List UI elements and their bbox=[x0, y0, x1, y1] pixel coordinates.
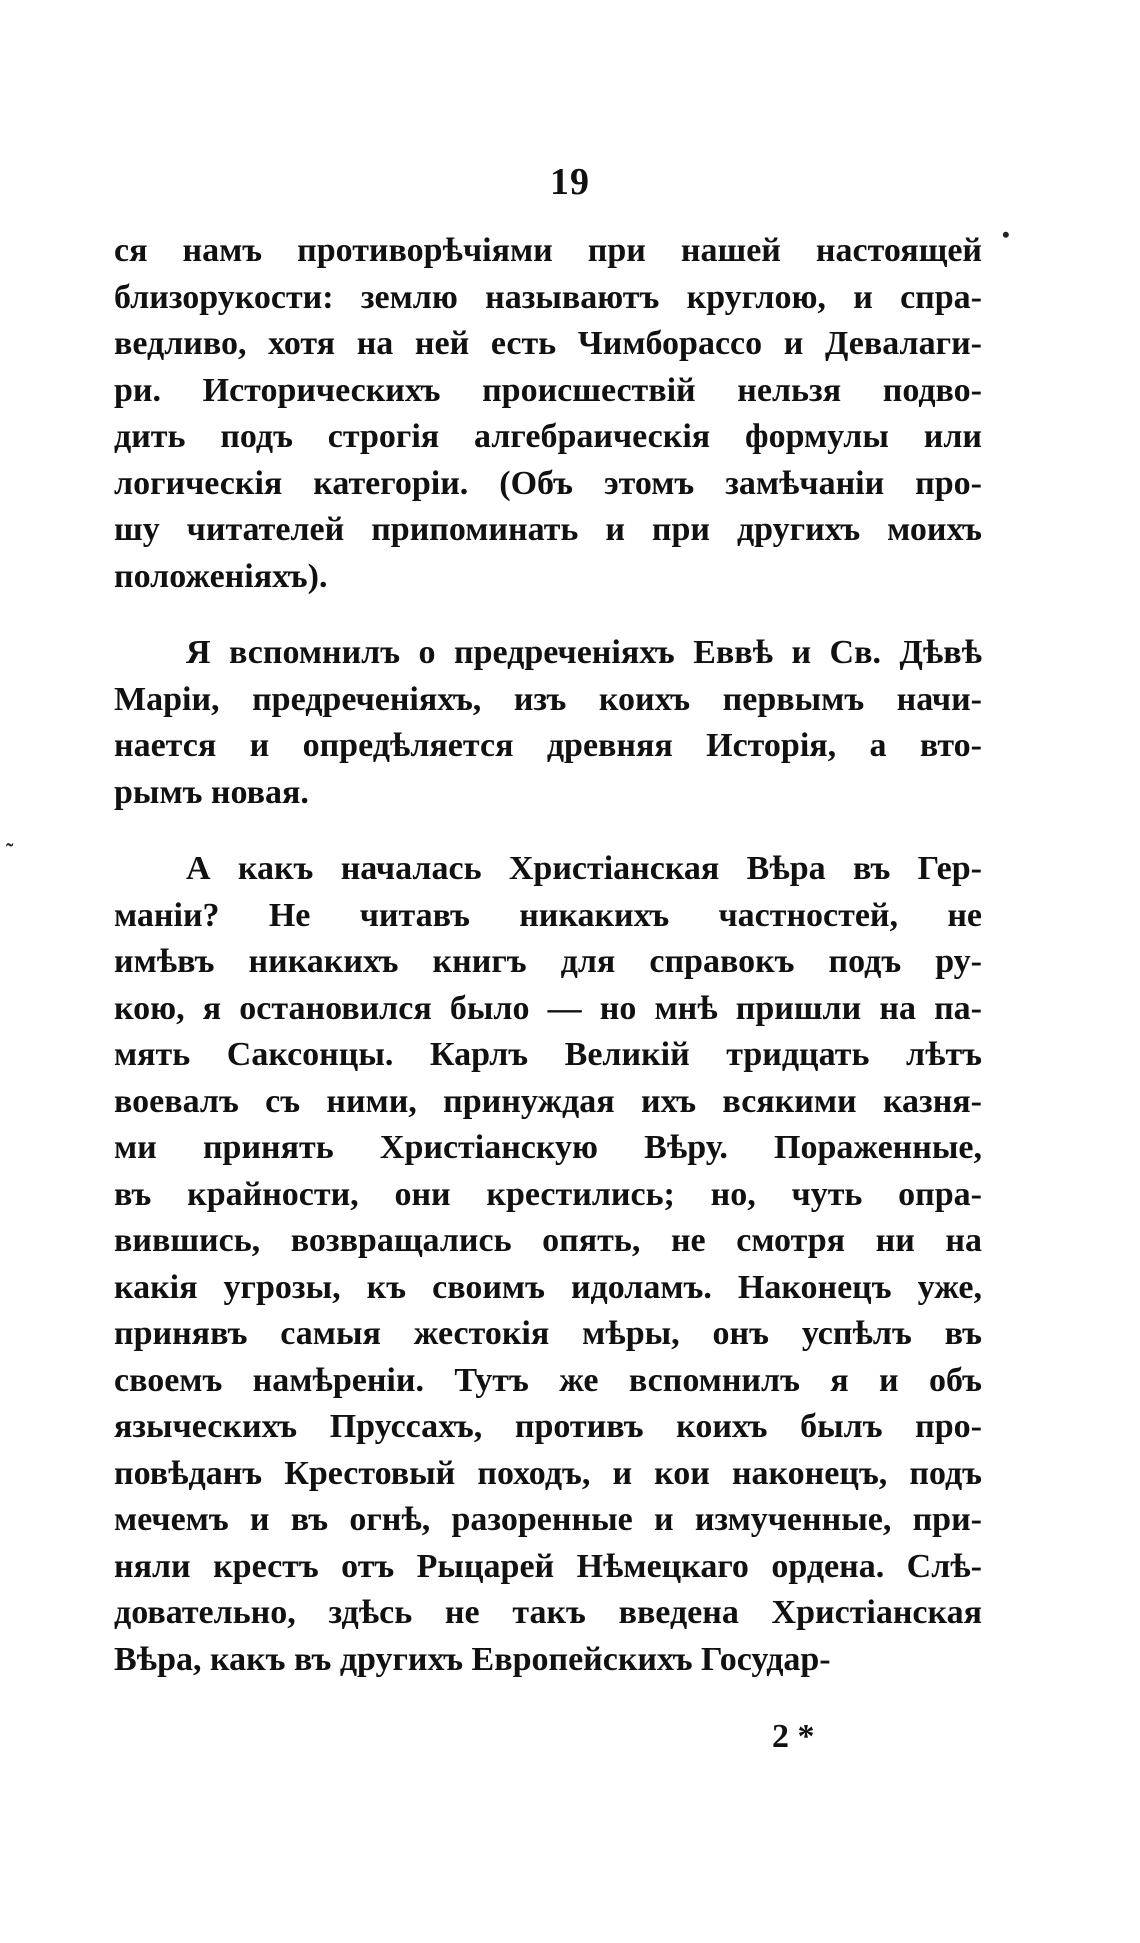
text-line: языческихъ Пруссахъ, противъ коихъ былъ про- bbox=[114, 1408, 982, 1445]
text-line: вившись, возвращались опять, не смотря ни на bbox=[114, 1222, 982, 1259]
text-line: положеніяхъ). bbox=[114, 557, 328, 595]
text-line: кою, я остановился было — но мнѣ пришли на па- bbox=[114, 989, 982, 1027]
paragraph-gap bbox=[114, 816, 982, 846]
text-line: маніи? Не читавъ никакихъ частностей, не bbox=[114, 896, 982, 934]
text-line: принявъ самыя жестокія мѣры, онъ успѣлъ въ bbox=[114, 1315, 982, 1352]
signature-mark: 2 * bbox=[772, 1718, 815, 1755]
text-line: ми принять Христіанскую Вѣру. Пораженные, bbox=[114, 1129, 982, 1166]
text-line: няли крестъ отъ Рыцарей Нѣмецкаго ордена. Слѣ- bbox=[114, 1547, 982, 1585]
text-line: мять Саксонцы. Карлъ Великій тридцать лѣтъ bbox=[114, 1036, 982, 1073]
page-number: 19 bbox=[550, 161, 590, 203]
text-line: Вѣра, какъ въ другихъ Европейскихъ Государ- bbox=[114, 1640, 831, 1678]
text-line: Маріи, предреченіяхъ, изъ коихъ первымъ начи- bbox=[114, 680, 982, 718]
paragraph bbox=[114, 228, 982, 600]
text-line: нается и опредѣляется древняя Исторія, а вто- bbox=[114, 727, 982, 764]
text-line: ведливо, хотя на ней есть Чимборассо и Девалаги- bbox=[114, 325, 982, 362]
text-line: мечемъ и въ огнѣ, разоренные и измученные, при- bbox=[114, 1501, 982, 1538]
paragraph-gap bbox=[114, 600, 982, 630]
text-line: логическія категоріи. (Объ этомъ замѣчаніи про- bbox=[114, 464, 982, 502]
margin-mark-dot: • bbox=[1002, 222, 1010, 247]
paragraph bbox=[114, 846, 982, 1683]
text-line: своемъ намѣреніи. Тутъ же вспомнилъ я и объ bbox=[114, 1361, 982, 1399]
text-line: А какъ началась Христіанская Вѣра въ Гер- bbox=[186, 850, 982, 887]
text-line: имѣвъ никакихъ книгъ для справокъ подъ ру- bbox=[114, 943, 982, 980]
text-line: дить подъ строгія алгебраическія формулы или bbox=[114, 418, 982, 455]
text-line: довательно, здѣсь не такъ введена Христіанская bbox=[114, 1594, 982, 1631]
text-line: воевалъ съ ними, принуждая ихъ всякими казня- bbox=[114, 1082, 982, 1120]
text-line: въ крайности, они крестились; но, чуть опра- bbox=[114, 1175, 982, 1213]
text-line: какія угрозы, къ своимъ идоламъ. Наконецъ уже, bbox=[114, 1268, 982, 1306]
text-line: Я вспомнилъ о предреченіяхъ Еввѣ и Св. Дѣвѣ bbox=[186, 634, 982, 671]
body-text bbox=[114, 228, 982, 1683]
paragraph bbox=[114, 630, 982, 816]
text-line: рымъ новая. bbox=[114, 773, 309, 811]
margin-mark-dash: ˷ bbox=[6, 822, 14, 847]
text-line: шу читателей припоминать и при другихъ моихъ bbox=[114, 511, 982, 548]
text-line: близорукости: землю называютъ круглою, и спра- bbox=[114, 278, 982, 316]
text-line: ся намъ противорѣчіями при нашей настоящей bbox=[114, 232, 982, 269]
text-line: ри. Историческихъ происшествій нельзя подво- bbox=[114, 371, 982, 409]
text-line: повѣданъ Крестовый походъ, и кои наконецъ, подъ bbox=[114, 1454, 982, 1492]
